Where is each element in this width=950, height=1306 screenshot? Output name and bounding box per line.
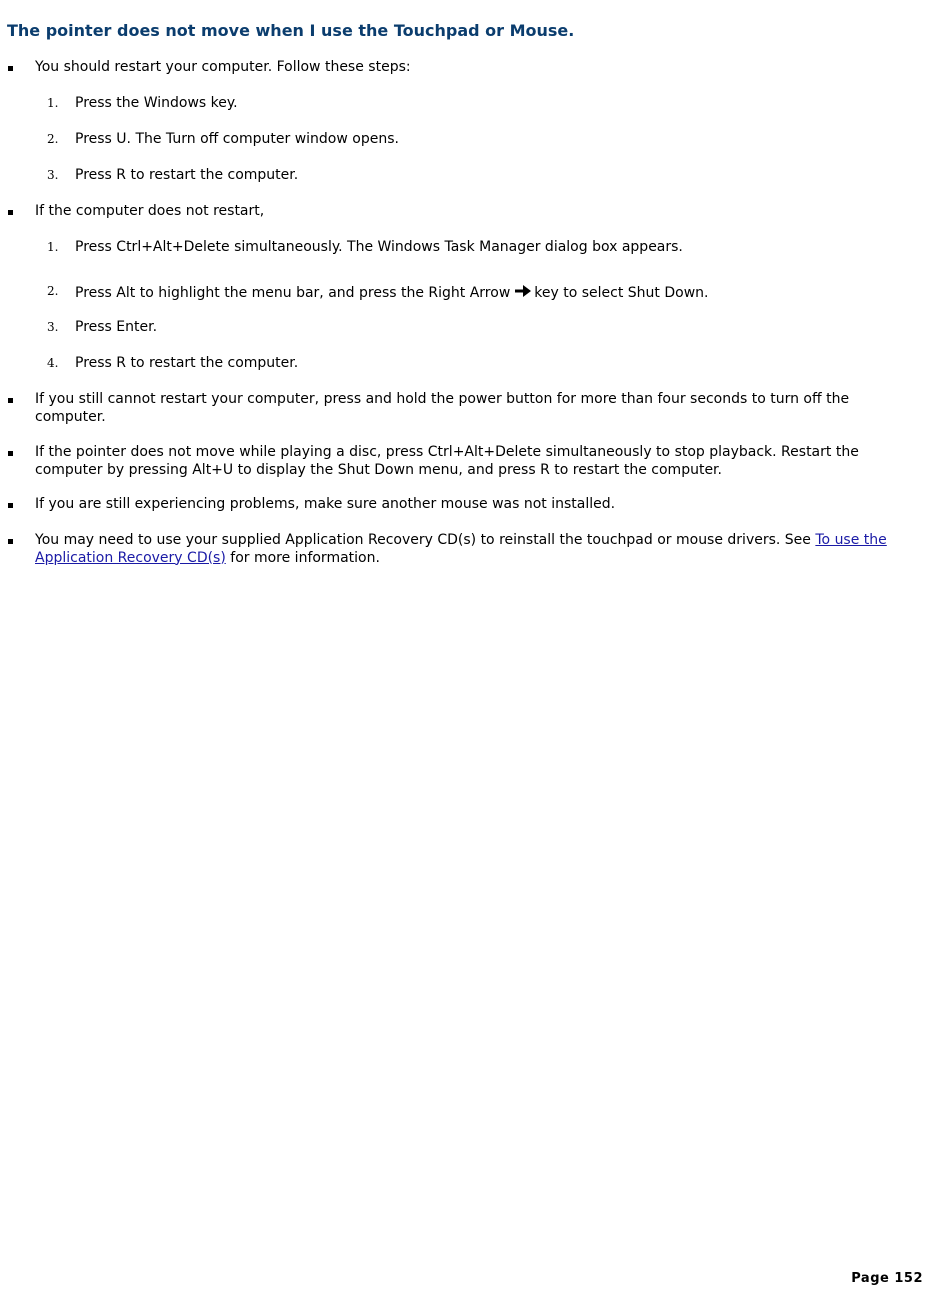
step-number: 2. [47, 284, 59, 298]
recovery-cd-link[interactable]: To use the Application Recovery CD(s) [35, 532, 887, 566]
step-text-after: key to select Shut Down. [534, 285, 709, 301]
step-number: 3. [47, 168, 59, 182]
step-text-before: Press Alt to highlight the menu bar, and press the Right Arrow [75, 285, 511, 301]
step-text: Press R to restart the computer. [75, 167, 299, 183]
step-text-with-icon [75, 283, 708, 304]
right-arrow-icon [514, 283, 532, 304]
bullet-text: You should restart your computer. Follow these steps: [35, 59, 411, 75]
step-number: 3. [47, 320, 59, 334]
bullet-text-after: for more information. [225, 549, 380, 566]
bullet-text: If you still cannot restart your computer, press and hold the power button for more than four seconds to turn off the computer. [35, 391, 850, 425]
step-text: Press R to restart the computer. [75, 355, 299, 371]
step-text: Press Ctrl+Alt+Delete simultaneously. The Windows Task Manager dialog box appears. [75, 239, 683, 255]
bullet-text: If the computer does not restart, [35, 203, 265, 219]
step-text: Press the Windows key. [75, 95, 238, 111]
bullet-marker [8, 503, 13, 508]
bullet-marker [8, 398, 13, 403]
bullet-marker [8, 210, 13, 215]
bullet-text: If the pointer does not move while playing a disc, press Ctrl+Alt+Delete simultaneously to stop playback. Restart the computer by pressing Alt+U to display the Shut Down menu, and press R to restart the computer. [35, 444, 859, 478]
bullet-marker [8, 539, 13, 544]
bullet-text-before: You may need to use your supplied Application Recovery CD(s) to reinstall the touchpad or mouse drivers. See [35, 532, 816, 548]
step-text: Press U. The Turn off computer window opens. [75, 131, 399, 147]
step-text: Press Enter. [75, 319, 158, 335]
bullet-marker [8, 66, 13, 71]
step-number: 1. [47, 96, 59, 110]
step-number: 2. [47, 132, 59, 146]
page-number: Page 152 [851, 1271, 923, 1286]
step-number: 4. [47, 356, 59, 370]
page-title: The pointer does not move when I use the Touchpad or Mouse. [7, 21, 575, 40]
bullet-text-with-link [35, 532, 905, 567]
bullet-marker [8, 451, 13, 456]
bullet-text: If you are still experiencing problems, make sure another mouse was not installed. [35, 496, 616, 512]
step-number: 1. [47, 240, 59, 254]
